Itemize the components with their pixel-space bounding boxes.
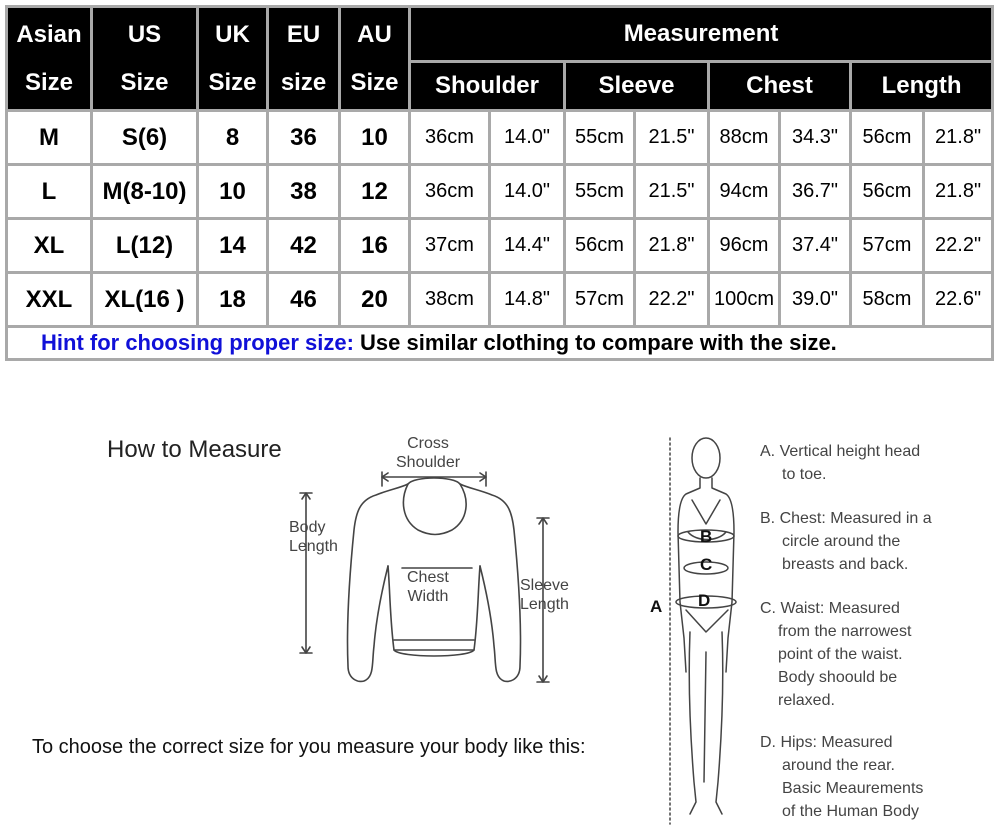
cell-asian-size: L — [8, 166, 90, 217]
sleeve-length-label: Sleeve Length — [520, 577, 569, 613]
human-figure-icon — [660, 432, 760, 830]
cell-length-cm: 58cm — [852, 274, 922, 325]
cell-chest-cm: 96cm — [710, 220, 778, 271]
col-header-au-size: AU Size — [341, 8, 408, 109]
cell-us-size: S(6) — [93, 112, 196, 163]
cell-eu-size: 42 — [269, 220, 338, 271]
table-row — [8, 112, 991, 163]
note-hips: D. Hips: Measured around the rear. Basic Meaurements of the Human Body — [760, 734, 924, 820]
cell-length-in: 21.8" — [925, 112, 991, 163]
body-length-label: Body Length — [289, 519, 338, 555]
cell-au-size: 10 — [341, 112, 408, 163]
col-header-sleeve: Sleeve — [566, 63, 707, 109]
cell-au-size: 12 — [341, 166, 408, 217]
col-header-uk-size: UK Size — [199, 8, 266, 109]
col-header-us-size: US Size — [93, 8, 196, 109]
cell-sleeve-in: 22.2" — [636, 274, 707, 325]
cell-sleeve-cm: 57cm — [566, 274, 633, 325]
cell-shoulder-in: 14.8" — [491, 274, 563, 325]
col-header-chest: Chest — [710, 63, 849, 109]
col-header-shoulder: Shoulder — [411, 63, 563, 109]
cell-length-in: 22.2" — [925, 220, 991, 271]
cell-chest-cm: 94cm — [710, 166, 778, 217]
size-chart-table — [5, 5, 994, 361]
cell-asian-size: M — [8, 112, 90, 163]
cell-sleeve-cm: 55cm — [566, 112, 633, 163]
cell-chest-in: 39.0" — [781, 274, 849, 325]
how-to-measure-title: How to Measure — [107, 436, 282, 463]
cross-shoulder-label: Cross Shoulder — [396, 435, 461, 471]
cell-shoulder-in: 14.4" — [491, 220, 563, 271]
col-header-eu-size: EU size — [269, 8, 338, 109]
note-waist: C. Waist: Measured from the narrowest point of the waist. Body shoould be relaxed. — [760, 600, 912, 709]
cell-sleeve-in: 21.8" — [636, 220, 707, 271]
cell-eu-size: 38 — [269, 166, 338, 217]
figure-letter-d: D — [698, 591, 711, 610]
chest-width-label: Chest Width — [407, 569, 449, 605]
cell-chest-in: 34.3" — [781, 112, 849, 163]
cell-au-size: 16 — [341, 220, 408, 271]
cell-sleeve-in: 21.5" — [636, 112, 707, 163]
cell-uk-size: 14 — [199, 220, 266, 271]
cell-eu-size: 36 — [269, 112, 338, 163]
col-header-measurement: Measurement — [411, 8, 991, 60]
measure-instruction: To choose the correct size for you measure your body like this: — [32, 736, 586, 758]
cell-us-size: M(8-10) — [93, 166, 196, 217]
cell-sleeve-in: 21.5" — [636, 166, 707, 217]
cell-us-size: XL(16 ) — [93, 274, 196, 325]
hint-label: Hint for choosing proper size: — [41, 330, 354, 355]
cell-sleeve-cm: 55cm — [566, 166, 633, 217]
cell-chest-in: 36.7" — [781, 166, 849, 217]
cell-uk-size: 18 — [199, 274, 266, 325]
col-header-length: Length — [852, 63, 991, 109]
note-vertical-height: A. Vertical height head to toe. — [760, 443, 921, 483]
cell-length-cm: 56cm — [852, 166, 922, 217]
cell-shoulder-in: 14.0" — [491, 112, 563, 163]
cell-uk-size: 8 — [199, 112, 266, 163]
figure-letter-a: A — [650, 597, 663, 616]
cell-shoulder-cm: 38cm — [411, 274, 488, 325]
cell-length-cm: 56cm — [852, 112, 922, 163]
hint-text: Use similar clothing to compare with the size. — [353, 330, 837, 355]
cell-shoulder-cm: 36cm — [411, 166, 488, 217]
cell-sleeve-cm: 56cm — [566, 220, 633, 271]
cell-chest-cm: 88cm — [710, 112, 778, 163]
size-hint — [8, 328, 991, 358]
table-row — [8, 274, 991, 325]
cell-eu-size: 46 — [269, 274, 338, 325]
cell-au-size: 20 — [341, 274, 408, 325]
cell-shoulder-cm: 36cm — [411, 112, 488, 163]
cell-length-in: 21.8" — [925, 166, 991, 217]
cell-length-cm: 57cm — [852, 220, 922, 271]
figure-letter-b: B — [700, 527, 713, 546]
table-row — [8, 166, 991, 217]
cell-length-in: 22.6" — [925, 274, 991, 325]
cell-us-size: L(12) — [93, 220, 196, 271]
cell-asian-size: XXL — [8, 274, 90, 325]
col-header-asian-size: Asian Size — [8, 8, 90, 109]
cell-shoulder-in: 14.0" — [491, 166, 563, 217]
sweater-icon — [290, 470, 570, 690]
note-chest: B. Chest: Measured in a circle around the breasts and back. — [760, 510, 932, 573]
table-row — [8, 220, 991, 271]
cell-shoulder-cm: 37cm — [411, 220, 488, 271]
cell-asian-size: XL — [8, 220, 90, 271]
cell-chest-cm: 100cm — [710, 274, 778, 325]
cell-uk-size: 10 — [199, 166, 266, 217]
figure-letter-c: C — [700, 555, 713, 574]
cell-chest-in: 37.4" — [781, 220, 849, 271]
